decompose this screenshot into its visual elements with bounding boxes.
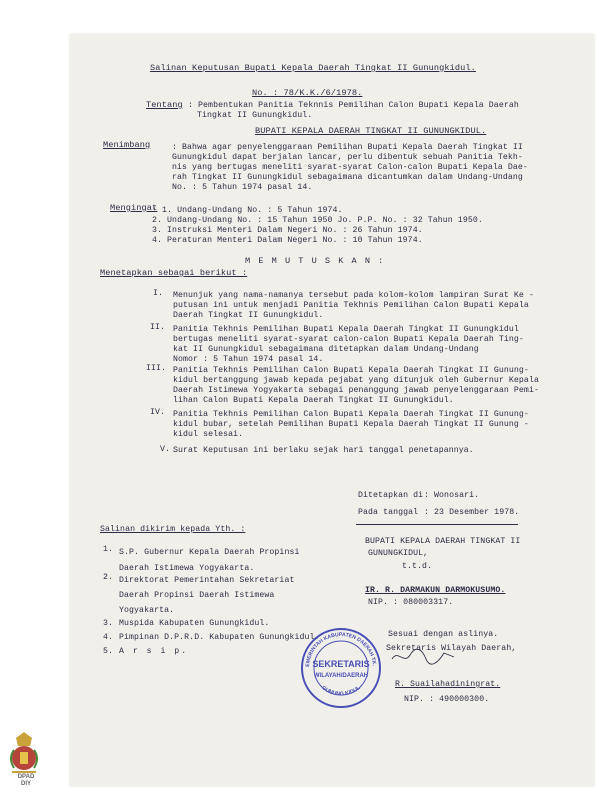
decision-line: Panitia Tekhnis Pemilihan Calon Bupati Kepala Daerah Tingkat II Gunung- (173, 410, 529, 419)
mengingat-list (152, 206, 483, 246)
distribution-line: Pimpinan D.P.R.D. Kabupaten Gunungkidul. (119, 633, 320, 642)
divider (356, 524, 518, 525)
signatory-name: IR. R. DARMAKUN DARMOKUSUMO. (365, 586, 506, 595)
dpad-logo-icon (4, 728, 44, 780)
menimbang-line: Gunungkidul dapat berjalan lancar, perlu dibentuk sebuah Panitia Tekh- (172, 153, 523, 162)
stamp-center-1: SEKRETARIS (312, 659, 370, 669)
decision-line: putusan ini untuk menjadi Panitia Tekhnis Pemilihan Calon Bupati Kepala (173, 301, 529, 310)
distribution-line: Daerah Istimewa Yogyakarta. (119, 564, 255, 573)
signatory-position-1: BUPATI KEPALA DAERAH TINGKAT II (365, 537, 521, 546)
date-value: : 23 Desember 1978. (424, 508, 520, 517)
menimbang-line: rah Tingkat II Gunungkidul sebagaimana dicantumkan dalam Undang-Undang (172, 173, 523, 182)
decision-line: Nomor : 5 Tahun 1974 pasal 14. (173, 355, 324, 364)
decision-item (173, 410, 529, 440)
decision-line: bertugas meneliti syarat-syarat calon-calon Bupati Kepala Daerah Ting- (173, 335, 524, 344)
decision-number: IV. (150, 408, 166, 417)
distribution-line: Yogyakarta. (119, 606, 175, 615)
distribution-line: Muspida Kabupaten Gunungkidul. (119, 619, 270, 628)
decision-item (173, 325, 524, 365)
mengingat-item: 3. Instruksi Menteri Dalam Negeri No. : 26 Tahun 1974. (152, 226, 423, 235)
attestation-name: R. Suailahadiningrat. (395, 680, 501, 689)
distribution-number: 1. (103, 545, 114, 554)
memutuskan-heading: M E M U T U S K A N : (245, 256, 385, 266)
distribution-line: S.P. Gubernur Kepala Daerah Propinsi (119, 548, 300, 557)
decision-number: II. (150, 323, 166, 332)
mengingat-item: 4. Peraturan Menteri Dalam Negeri No. : 10 Tahun 1974. (152, 236, 423, 245)
dpad-label-2: DIY (20, 781, 31, 787)
decision-item (173, 291, 534, 321)
decision-line: lihan Calon Bupati Kepala Daerah Tingkat II Gunungkidul. (173, 396, 454, 405)
decision-line: Menunjuk yang nama-namanya tersebut pada kolom-kolom lampiran Surat Ke - (173, 291, 534, 300)
place-value: : Wonosari. (424, 491, 480, 500)
attestation-nip: NIP. : 490000300. (404, 695, 490, 704)
distribution-number: 4. (103, 633, 114, 642)
document-title: Salinan Keputusan Bupati Kepala Daerah Tingkat II Gunungkidul. (150, 63, 476, 73)
mengingat-item: : 1. Undang-Undang No. : 5 Tahun 1974. (152, 206, 343, 215)
menimbang-line: No. : 5 Tahun 1974 pasal 14. (172, 183, 313, 192)
mengingat-item: 2. Undang-Undang No. : 15 Tahun 1950 Jo. P.P. No. : 32 Tahun 1950. (152, 216, 483, 225)
distribution-heading: Salinan dikirim kepada Yth. : (100, 525, 246, 534)
distribution-number: 3. (103, 619, 114, 628)
mengingat-label: Mengingat (110, 203, 158, 213)
date-label: Pada tanggal (358, 508, 419, 517)
issuing-authority: BUPATI KEPALA DAERAH TINGKAT II GUNUNGKIDUL. (255, 126, 487, 136)
tentang-line-1: : Pembentukan Panitia Teknnis Pemilihan Calon Bupati Kepala Daerah (188, 101, 519, 110)
attestation-line-1: Sesuai dengan aslinya. (388, 630, 499, 639)
menetapkan-label: Menetapkan sebagai berikut : (100, 268, 248, 278)
decree-number: No. : 78/K.K./6/1978. (252, 88, 363, 98)
menimbang-label: Menimbang (103, 140, 151, 150)
decision-line: Daerah Tingkat II Gunungkidul. (173, 311, 324, 320)
menimbang-text (172, 143, 528, 193)
decision-line: kidul bertanggung jawab kepada pejabat yang ditunjuk oleh Gubernur Kepala (173, 376, 539, 385)
place-label: Ditetapkan di (358, 491, 424, 500)
distribution-number: 5. (103, 647, 114, 656)
official-stamp (300, 627, 382, 709)
signatory-position-2: GUNUNGKIDUL, (368, 549, 429, 558)
handwritten-signature (388, 645, 460, 667)
decision-item (173, 446, 474, 456)
signatory-nip: NIP. : 080003317. (368, 598, 454, 607)
decision-number: III. (146, 364, 167, 373)
stamp-top-text: EMERINTAH KABUPATEN DAERAH TK. (304, 631, 377, 668)
decision-item (173, 366, 539, 406)
decision-line: Panitia Tekhnis Pemilihan Calon Bupati Kepala Daerah Tingkat II Gunung- (173, 366, 529, 375)
menimbang-line: : Bahwa agar penyelenggaraan Pemilihan Bupati Kepala Daerah Tingkat II (172, 143, 523, 152)
decision-line: Panitia Tekhnis Pemilihan Bupati Kepala Daerah Tingkat II Gunungkidul (173, 325, 519, 334)
distribution-line: Direktorat Pemerintahan Sekretariat (119, 576, 295, 585)
decision-line: kidul selesai. (173, 430, 244, 439)
decision-number: V. (160, 445, 171, 454)
distribution-line: Daerah Propinsi Daerah Istimewa (119, 591, 275, 600)
stamp-center-2: WILAYAH/DAERAH (313, 673, 369, 679)
decision-line: Daerah Istimewa Yogyakarta sebagai penanggung jawab penyelenggaraan Pemi- (173, 386, 539, 395)
decision-line: kidul bubar, setelah Pemilihan Bupati Kepala Daerah Tingkat II Gunung - (173, 420, 529, 429)
svg-text:GUNUNG KIDUL (320, 685, 362, 698)
distribution-number: 2. (103, 573, 114, 582)
ttd-mark: t.t.d. (402, 562, 433, 571)
distribution-item (119, 573, 294, 618)
decision-number: I. (153, 289, 164, 298)
tentang-label: Tentang (146, 100, 183, 110)
stamp-bottom-text: GUNUNG KIDUL (320, 685, 362, 698)
decision-line: Surat Keputusan ini berlaku sejak hari tanggal penetapannya. (173, 446, 474, 455)
attestation-line-2: Sekretaris Wilayah Daerah, (386, 644, 517, 653)
distribution-line: A r s i p. (119, 647, 189, 656)
dpad-label-1: DPAD (17, 774, 35, 780)
decision-line: kat II Gunungkidul sebagaimana ditetapkan dalam Undang-Undang (173, 345, 479, 354)
menimbang-line: nis yang bertugas meneliti syarat-syarat Calon-calon Bupati Kepala Dae- (172, 163, 528, 172)
dpad-label (6, 774, 46, 788)
tentang-line-2: Tingkat II Gunungkidul. (197, 111, 313, 120)
